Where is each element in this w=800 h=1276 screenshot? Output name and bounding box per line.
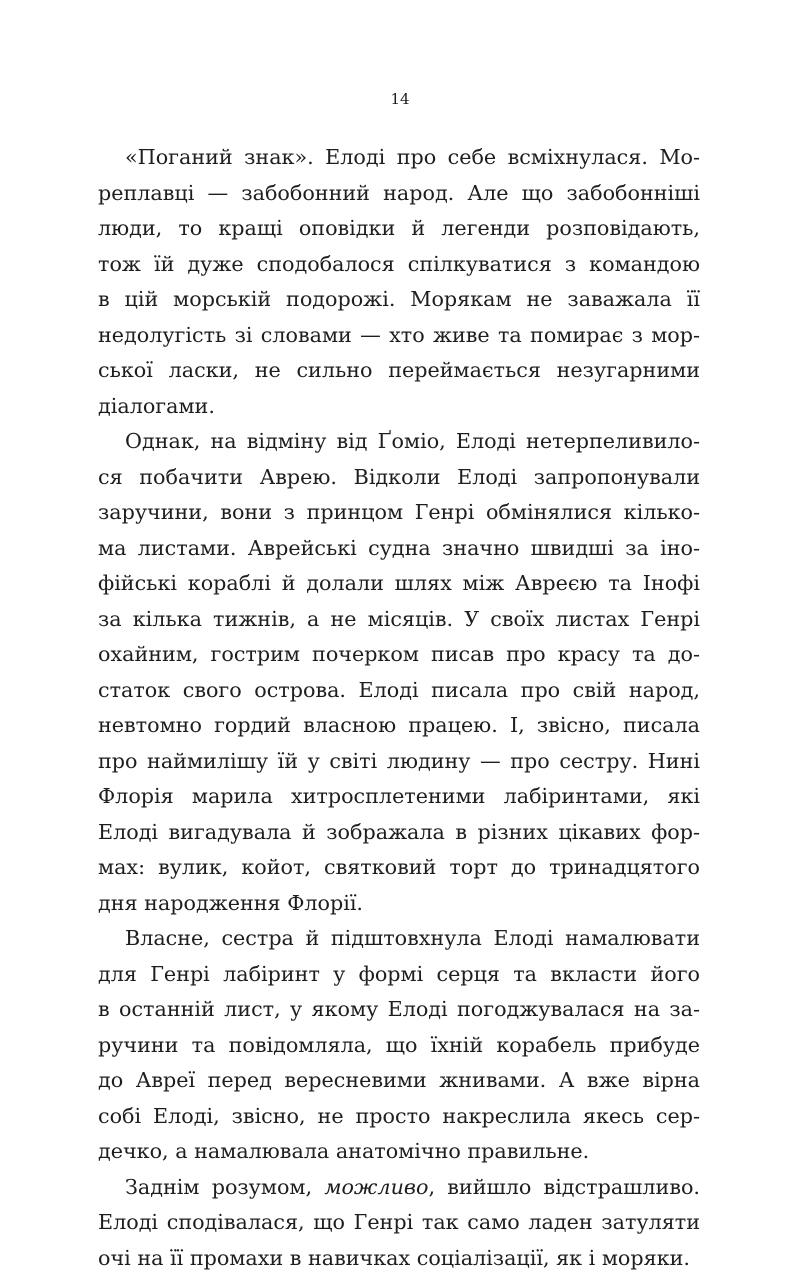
text-line: фійські кораблі й долали шлях між Авреєю та Інофі: [98, 566, 700, 602]
text-segment: , вийшло відстрашливо.: [428, 1175, 700, 1199]
text-segment: Заднім розумом,: [125, 1175, 324, 1199]
text-line: ма листами. Аврейські судна значно швидші за іно-: [98, 531, 700, 567]
text-line: Флорія марила хитросплетеними лабіринтами, які: [98, 779, 700, 815]
text-line: Елоді сподівалася, що Генрі так само ладен затуляти: [98, 1205, 700, 1241]
paragraph: [98, 424, 700, 921]
text-line: ської ласки, не сильно переймається незугарними: [98, 353, 700, 389]
text-line: статок свого острова. Елоді писала про свій народ,: [98, 673, 700, 709]
text-line: Власне, сестра й підштовхнула Елоді намалювати: [98, 921, 700, 957]
text-line: заручини, вони з принцом Генрі обмінялися кілько-: [98, 495, 700, 531]
text-line: реплавці — забобонний народ. Але що забобонніші: [98, 176, 700, 212]
text-line: в останній лист, у якому Елоді погоджувалася на за-: [98, 992, 700, 1028]
body-text: [98, 140, 700, 1276]
text-line: Елоді вигадувала й зображала в різних цікавих фор-: [98, 815, 700, 851]
text-line: діалогами.: [98, 389, 700, 425]
paragraph: [98, 140, 700, 424]
text-line: ся побачити Аврею. Відколи Елоді запропонували: [98, 460, 700, 496]
text-line: дня народження Флорії.: [98, 886, 700, 922]
text-line: ручини та повідомляла, що їхній корабель прибуде: [98, 1028, 700, 1064]
text-line: про наймилішу їй у світі людину — про сестру. Нині: [98, 744, 700, 780]
text-line: Однак, на відміну від Ґоміо, Елоді нетерпеливило-: [98, 424, 700, 460]
text-line: до Авреї перед вересневими жнивами. А вже вірна: [98, 1063, 700, 1099]
italic-emphasis: можливо: [324, 1175, 428, 1199]
text-line: [98, 1170, 700, 1206]
text-line: тож їй дуже сподобалося спілкуватися з командою: [98, 247, 700, 283]
text-line: собі Елоді, звісно, не просто накреслила якесь сер-: [98, 1099, 700, 1135]
text-line: охайним, гострим почерком писав про красу та до-: [98, 637, 700, 673]
page-number: 14: [0, 90, 800, 108]
text-line: в цій морській подорожі. Морякам не заважала її: [98, 282, 700, 318]
text-line: «Поганий знак». Елоді про себе всміхнулася. Мо-: [98, 140, 700, 176]
text-line: за кілька тижнів, а не місяців. У своїх листах Генрі: [98, 602, 700, 638]
text-line: недолугість зі словами — хто живе та помирає з мор-: [98, 318, 700, 354]
text-line: люди, то кращі оповідки й легенди розповідають,: [98, 211, 700, 247]
text-line: для Генрі лабіринт у формі серця та вкласти його: [98, 957, 700, 993]
text-line: мах: вулик, койот, святковий торт до тринадцятого: [98, 850, 700, 886]
text-line: невтомно гордий власною працею. І, звісно, писала: [98, 708, 700, 744]
text-line: дечко, а намалювала анатомічно правильне.: [98, 1134, 700, 1170]
paragraph: [98, 921, 700, 1170]
text-line: очі на її промахи в навичках соціалізації, як і моряки.: [98, 1241, 700, 1276]
paragraph: [98, 1170, 700, 1276]
